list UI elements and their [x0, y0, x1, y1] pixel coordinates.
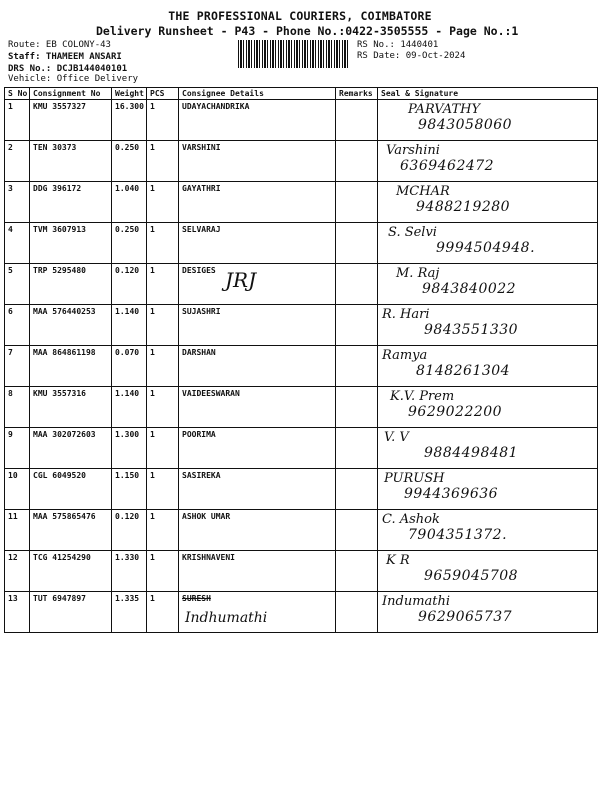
cell-consignment: TCG 41254290 [30, 551, 112, 592]
cell-signature [378, 182, 598, 223]
cell-remarks [336, 551, 378, 592]
signature-name: PARVATHY [408, 102, 481, 117]
consignee-name: POORIMA [182, 430, 216, 439]
cell-consignment: KMU 3557327 [30, 100, 112, 141]
signature-name: Ramya [382, 348, 428, 363]
table-row [5, 223, 598, 264]
cell-weight: 16.300 [112, 100, 147, 141]
signature-phone: 9843840022 [422, 281, 517, 297]
cell-signature [378, 551, 598, 592]
col-weight: Weight [112, 88, 147, 100]
cell-weight: 0.250 [112, 223, 147, 264]
signature-name: Indumathi [382, 594, 451, 609]
cell-sno: 1 [5, 100, 30, 141]
cell-remarks [336, 141, 378, 182]
signature-phone: 9488219280 [416, 199, 511, 215]
signature-name: S. Selvi [388, 225, 437, 240]
cell-sno: 7 [5, 346, 30, 387]
signature-phone: 9994504948. [436, 240, 536, 256]
route-label: Route: EB COLONY-43 [8, 40, 111, 50]
table-header-row [5, 88, 598, 100]
cell-pcs: 1 [147, 346, 179, 387]
signature-name: MCHAR [396, 184, 450, 199]
cell-consignee [179, 100, 336, 141]
cell-signature [378, 510, 598, 551]
cell-sno: 12 [5, 551, 30, 592]
cell-pcs: 1 [147, 182, 179, 223]
cell-consignee [179, 510, 336, 551]
cell-remarks [336, 264, 378, 305]
cell-pcs: 1 [147, 551, 179, 592]
cell-consignment: DDG 396172 [30, 182, 112, 223]
cell-weight: 0.120 [112, 510, 147, 551]
cell-pcs: 1 [147, 428, 179, 469]
signature-name: PURUSH [384, 471, 445, 486]
cell-pcs: 1 [147, 305, 179, 346]
cell-pcs: 1 [147, 592, 179, 633]
cell-consignee [179, 182, 336, 223]
signature-phone: 8148261304 [416, 363, 511, 379]
cell-weight: 1.150 [112, 469, 147, 510]
drs-label: DRS No.: DCJB144040101 [8, 64, 128, 74]
cell-consignment: MAA 575865476 [30, 510, 112, 551]
cell-remarks [336, 305, 378, 346]
cell-consignment: TVM 3607913 [30, 223, 112, 264]
rs-number: RS No.: 1440401 [357, 40, 439, 50]
signature-phone: 9659045708 [424, 568, 519, 584]
signature-phone: 9843551330 [424, 322, 519, 338]
cell-sno: 5 [5, 264, 30, 305]
cell-sno: 4 [5, 223, 30, 264]
col-remarks: Remarks [336, 88, 378, 100]
cell-signature [378, 387, 598, 428]
signature-name: R. Hari [382, 307, 430, 322]
consignee-name: DARSHAN [182, 348, 216, 357]
vehicle-label: Vehicle: Office Delivery [8, 74, 139, 84]
cell-consignee [179, 469, 336, 510]
cell-weight: 0.070 [112, 346, 147, 387]
cell-consignee [179, 551, 336, 592]
signature-phone: 7904351372. [408, 527, 508, 543]
cell-consignee [179, 223, 336, 264]
cell-sno: 11 [5, 510, 30, 551]
table-row [5, 346, 598, 387]
cell-consignee [179, 346, 336, 387]
col-consignee: Consignee Details [179, 88, 336, 100]
cell-weight: 1.330 [112, 551, 147, 592]
table-row [5, 551, 598, 592]
signature-name: K.V. Prem [390, 389, 455, 404]
signature-phone: 9629065737 [418, 609, 513, 625]
cell-signature [378, 100, 598, 141]
signature-phone: 9843058060 [418, 117, 513, 133]
consignee-name: SUJASHRI [182, 307, 221, 316]
col-signature: Seal & Signature [378, 88, 598, 100]
cell-pcs: 1 [147, 100, 179, 141]
consignee-name: GAYATHRI [182, 184, 221, 193]
cell-consignee [179, 141, 336, 182]
cell-consignment: TRP 5295480 [30, 264, 112, 305]
consignee-name: DESIGES [182, 266, 216, 275]
cell-pcs: 1 [147, 223, 179, 264]
cell-sno: 9 [5, 428, 30, 469]
cell-signature [378, 141, 598, 182]
cell-weight: 1.300 [112, 428, 147, 469]
cell-consignment: MAA 864861198 [30, 346, 112, 387]
cell-consignment: KMU 3557316 [30, 387, 112, 428]
rs-date: RS Date: 09-Oct-2024 [357, 51, 466, 61]
signature-phone: 6369462472 [400, 158, 495, 174]
cell-signature [378, 223, 598, 264]
cell-pcs: 1 [147, 387, 179, 428]
cell-signature [378, 305, 598, 346]
barcode [238, 40, 350, 68]
runsheet-title: Delivery Runsheet - P43 - Phone No.:0422-3505555 - Page No.:1 [96, 24, 519, 38]
cell-sno: 13 [5, 592, 30, 633]
cell-sno: 8 [5, 387, 30, 428]
cell-sno: 6 [5, 305, 30, 346]
cell-consignee [179, 305, 336, 346]
cell-remarks [336, 100, 378, 141]
consignee-name: SASIREKA [182, 471, 221, 480]
consignee-name: UDAYACHANDRIKA [182, 102, 250, 111]
col-pcs: PCS [147, 88, 179, 100]
table-row [5, 469, 598, 510]
cell-consignee [179, 387, 336, 428]
col-consignment: Consignment No [30, 88, 112, 100]
table-row [5, 510, 598, 551]
cell-weight: 1.140 [112, 305, 147, 346]
staff-label: Staff: THAMEEM ANSARI [8, 52, 122, 62]
table-row [5, 305, 598, 346]
runsheet-table [4, 87, 598, 633]
signature-name: Varshini [386, 143, 440, 158]
cell-remarks [336, 223, 378, 264]
signature-name: K R [386, 553, 410, 568]
cell-consignment: MAA 576440253 [30, 305, 112, 346]
consignee-name: SELVARAJ [182, 225, 221, 234]
table-row [5, 428, 598, 469]
cell-signature [378, 346, 598, 387]
cell-weight: 1.040 [112, 182, 147, 223]
cell-remarks [336, 182, 378, 223]
cell-weight: 0.250 [112, 141, 147, 182]
consignee-name: SURESH [182, 594, 211, 603]
signature-name: M. Raj [396, 266, 440, 281]
cell-pcs: 1 [147, 141, 179, 182]
signature-name: C. Ashok [382, 512, 440, 527]
cell-pcs: 1 [147, 264, 179, 305]
cell-signature [378, 469, 598, 510]
cell-pcs: 1 [147, 469, 179, 510]
table-row [5, 182, 598, 223]
signature-phone: 9629022200 [408, 404, 503, 420]
cell-remarks [336, 469, 378, 510]
cell-signature [378, 264, 598, 305]
cell-consignee [179, 428, 336, 469]
cell-remarks [336, 510, 378, 551]
cell-pcs: 1 [147, 510, 179, 551]
handwritten-note: JRJ [225, 268, 257, 292]
company-name: THE PROFESSIONAL COURIERS, COIMBATORE [168, 9, 432, 23]
signature-phone: 9944369636 [404, 486, 499, 502]
table-row [5, 264, 598, 305]
cell-remarks [336, 346, 378, 387]
signature-phone: 9884498481 [424, 445, 519, 461]
cell-signature [378, 592, 598, 633]
consignee-name: ASHOK UMAR [182, 512, 231, 521]
cell-weight: 1.335 [112, 592, 147, 633]
handwritten-note: Indhumathi [185, 610, 268, 626]
cell-remarks [336, 592, 378, 633]
table-row [5, 100, 598, 141]
cell-consignee [179, 592, 336, 633]
table-row [5, 592, 598, 633]
table-row [5, 141, 598, 182]
cell-sno: 2 [5, 141, 30, 182]
cell-consignment: MAA 302072603 [30, 428, 112, 469]
cell-weight: 1.140 [112, 387, 147, 428]
cell-consignment: CGL 6049520 [30, 469, 112, 510]
cell-consignment: TEN 30373 [30, 141, 112, 182]
cell-consignee [179, 264, 336, 305]
consignee-name: KRISHNAVENI [182, 553, 235, 562]
cell-remarks [336, 387, 378, 428]
cell-sno: 3 [5, 182, 30, 223]
cell-weight: 0.120 [112, 264, 147, 305]
col-sno: S No [5, 88, 30, 100]
table-row [5, 387, 598, 428]
cell-remarks [336, 428, 378, 469]
cell-signature [378, 428, 598, 469]
consignee-name: VARSHINI [182, 143, 221, 152]
cell-consignment: TUT 6947897 [30, 592, 112, 633]
consignee-name: VAIDEESWARAN [182, 389, 240, 398]
signature-name: V. V [384, 430, 409, 445]
cell-sno: 10 [5, 469, 30, 510]
